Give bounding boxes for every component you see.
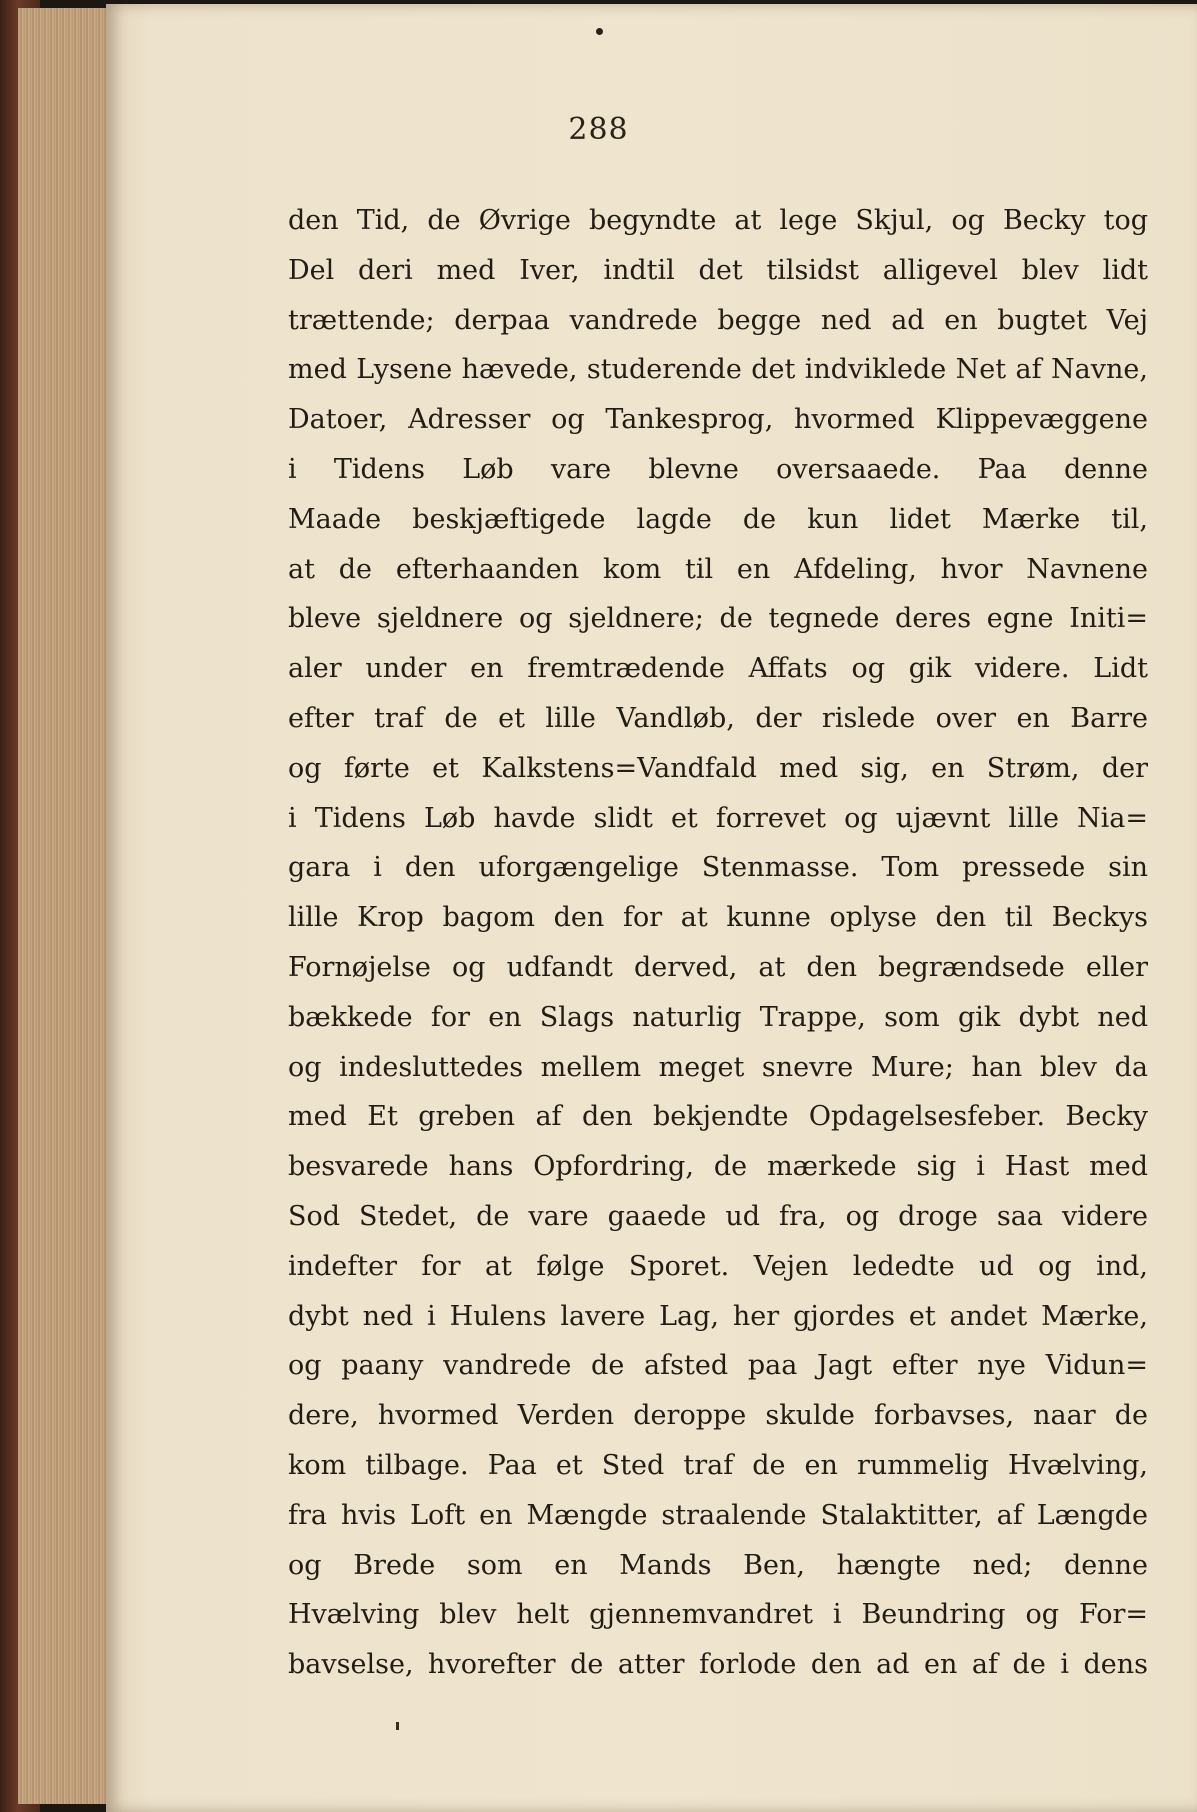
text-line: bavselse, hvorefter de atter forlode den ad en af de i dens: [288, 1649, 1148, 1681]
text-line: og indesluttedes mellem meget snevre Mure; han blev da: [288, 1051, 1148, 1083]
text-line: og Brede som en Mands Ben, hængte ned; denne: [288, 1549, 1148, 1581]
text-line: med Lysene hævede, studerende det indviklede Net af Navne,: [288, 354, 1148, 386]
page-number: 288: [568, 112, 629, 147]
print-mark: [596, 28, 603, 35]
text-line: i Tidens Løb vare blevne oversaaede. Paa denne: [288, 453, 1148, 485]
text-line: trættende; derpaa vandrede begge ned ad en bugtet Vej: [288, 304, 1148, 336]
text-line: og førte et Kalkstens=Vandfald med sig, en Strøm, der: [288, 752, 1148, 784]
text-line: Sod Stedet, de vare gaaede ud fra, og droge saa videre: [288, 1200, 1148, 1232]
text-line: dere, hvormed Verden deroppe skulde forbavses, naar de: [288, 1400, 1148, 1432]
text-line: dybt ned i Hulens lavere Lag, her gjordes et andet Mærke,: [288, 1300, 1148, 1332]
text-line: Maade beskjæftigede lagde de kun lidet Mærke til,: [288, 503, 1148, 535]
body-text: [288, 196, 1148, 1690]
text-line: Fornøjelse og udfandt derved, at den begrændsede eller: [288, 951, 1148, 983]
print-mark-bottom: [396, 1722, 399, 1730]
text-line: besvarede hans Opfordring, de mærkede sig i Hast med: [288, 1151, 1148, 1183]
page-edges: [18, 8, 109, 1804]
text-line: Del deri med Iver, indtil det tilsidst alligevel blev lidt: [288, 254, 1148, 286]
text-line: lille Krop bagom den for at kunne oplyse den til Beckys: [288, 902, 1148, 934]
text-line: bækkede for en Slags naturlig Trappe, som gik dybt ned: [288, 1001, 1148, 1033]
text-line: fra hvis Loft en Mængde straalende Stalaktitter, af Længde: [288, 1499, 1148, 1531]
text-line: indefter for at følge Sporet. Vejen lededte ud og ind,: [288, 1250, 1148, 1282]
text-line: bleve sjeldnere og sjeldnere; de tegnede deres egne Initi=: [288, 603, 1148, 635]
text-line: Hvælving blev helt gjennemvandret i Beundring og For=: [288, 1599, 1148, 1631]
text-line: og paany vandrede de afsted paa Jagt efter nye Vidun=: [288, 1350, 1148, 1382]
text-line: den Tid, de Øvrige begyndte at lege Skjul, og Becky tog: [288, 205, 1148, 236]
text-line: med Et greben af den bekjendte Opdagelsesfeber. Becky: [288, 1101, 1148, 1133]
text-line: i Tidens Løb havde slidt et forrevet og ujævnt lille Nia=: [288, 802, 1148, 834]
text-line: kom tilbage. Paa et Sted traf de en rummelig Hvælving,: [288, 1449, 1148, 1481]
text-line: at de efterhaanden kom til en Afdeling, hvor Navnene: [288, 553, 1148, 585]
text-line: aler under en fremtrædende Affats og gik videre. Lidt: [288, 653, 1148, 685]
text-line: Datoer, Adresser og Tankesprog, hvormed Klippevæggene: [288, 404, 1148, 436]
text-line: gara i den uforgængelige Stenmasse. Tom pressede sin: [288, 852, 1148, 884]
text-line: efter traf de et lille Vandløb, der rislede over en Barre: [288, 702, 1148, 734]
